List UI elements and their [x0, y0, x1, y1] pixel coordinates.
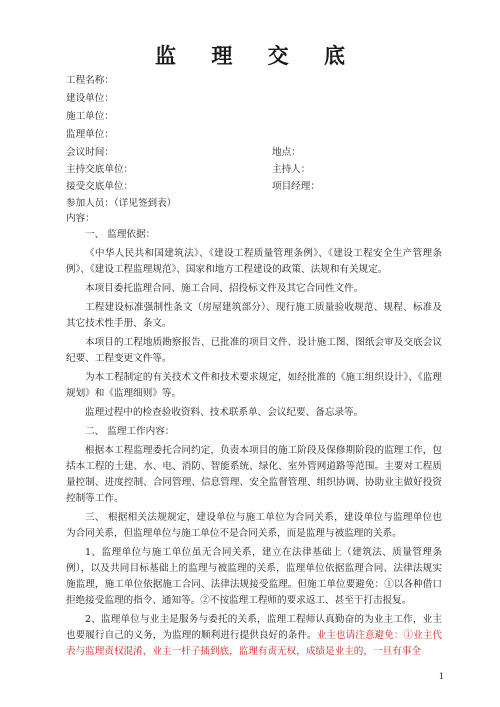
field-location: 地点： [272, 147, 301, 158]
field-builder-unit: 施工单位： [66, 111, 114, 122]
paragraph: 本项目的工程地质勘察报告、已批准的项目文件、设计施工图、图纸会审及交底会议纪要、工程变更文件等。 [66, 337, 442, 364]
paragraph-mixed [66, 612, 442, 660]
paragraph: 监理过程中的检查验收资料、技术联系单、会议纪要、备忘录等。 [85, 407, 364, 418]
paragraph-text: 2、监理单位与业主是服务与委托的关系，监理工程师认真勤奋的为业主工作，业主也要履行自己的义务，为监理的顺利进行提供良好的条件。 [66, 614, 442, 641]
paragraph: 《中华人民共和国建筑法》、《建设工程质量管理条例》、《建设工程安全生产管理条例》、《建设工程监理规范》、国家和地方工程建设的政策、法规和有关规定。 [66, 248, 442, 275]
field-project-name: 工程名称： [66, 75, 114, 86]
field-project-manager: 项目经理： [272, 181, 320, 192]
paragraph: 本项目委托监理合同、施工合同、招投标文件及其它合同性文件。 [85, 283, 364, 294]
document-title: 监 理 交 底 [155, 43, 359, 68]
field-host-unit: 主持交底单位： [66, 164, 134, 175]
section-3-title: 三、 根据相关法规规定，建设单位与施工单位为合同关系，建设单位与监理单位也为合同关系，但监理单位与施工单位不是合同关系，而是监理与被监理的关系。 [66, 512, 442, 539]
document-body [66, 227, 442, 663]
field-receiver-unit: 接受交底单位： [66, 181, 134, 192]
section-2-title: 二、 监理工作内容： [85, 426, 175, 437]
field-host: 主持人： [272, 164, 311, 175]
field-content: 内容： [66, 213, 95, 224]
field-supervisor-unit: 监理单位： [66, 129, 114, 140]
highlighted-text: 业主也请注意避免：①业主代表与监理责权混淆，业主一杆子插到底，监理有责无权，成绩是业主的，一旦有事全 [66, 630, 443, 657]
field-attendees: 参加人员：（详见签到表） [66, 198, 177, 209]
page-number: 1 [438, 672, 444, 681]
field-meeting-time: 会议时间： [66, 147, 114, 158]
field-construction-unit: 建设单位： [66, 93, 114, 104]
section-1-title: 一、 监理依据： [85, 229, 156, 240]
paragraph: 根据本工程监理委托合同约定，负责本项目的施工阶段及保修期阶段的监理工作，包括本工程的土建、水、电、消防、智能系统、绿化、室外管网道路等范围。主要对工程质量控制、进度控制、合同管理、信息管理、安全监督管理、组织协调、协助业主做好投资控制等工作。 [66, 445, 442, 504]
paragraph: 1、监理单位与施工单位虽无合同关系，建立在法律基础上（建筑法、质量管理条例），以及共同目标基础上的监理与被监理的关系，监理单位依据监理合同、法律法规实施监理，施工单位依据施工合同、法律法规接受监理。但施工单位要避免：①以各种借口拒绝接受监理的指令、通知等。②不按监理工程师的要求返工、甚至于打击报复。 [66, 547, 442, 606]
paragraph: 为本工程制定的有关技术文件和技术要求规定，如经批准的《施工组织设计》、《监理规划》和《监理细则》等。 [66, 372, 442, 399]
paragraph: 工程建设标准强制性条文（房屋建筑部分）、现行施工质量验收规范、规程、标准及其它技术性手册、条文。 [66, 302, 442, 329]
